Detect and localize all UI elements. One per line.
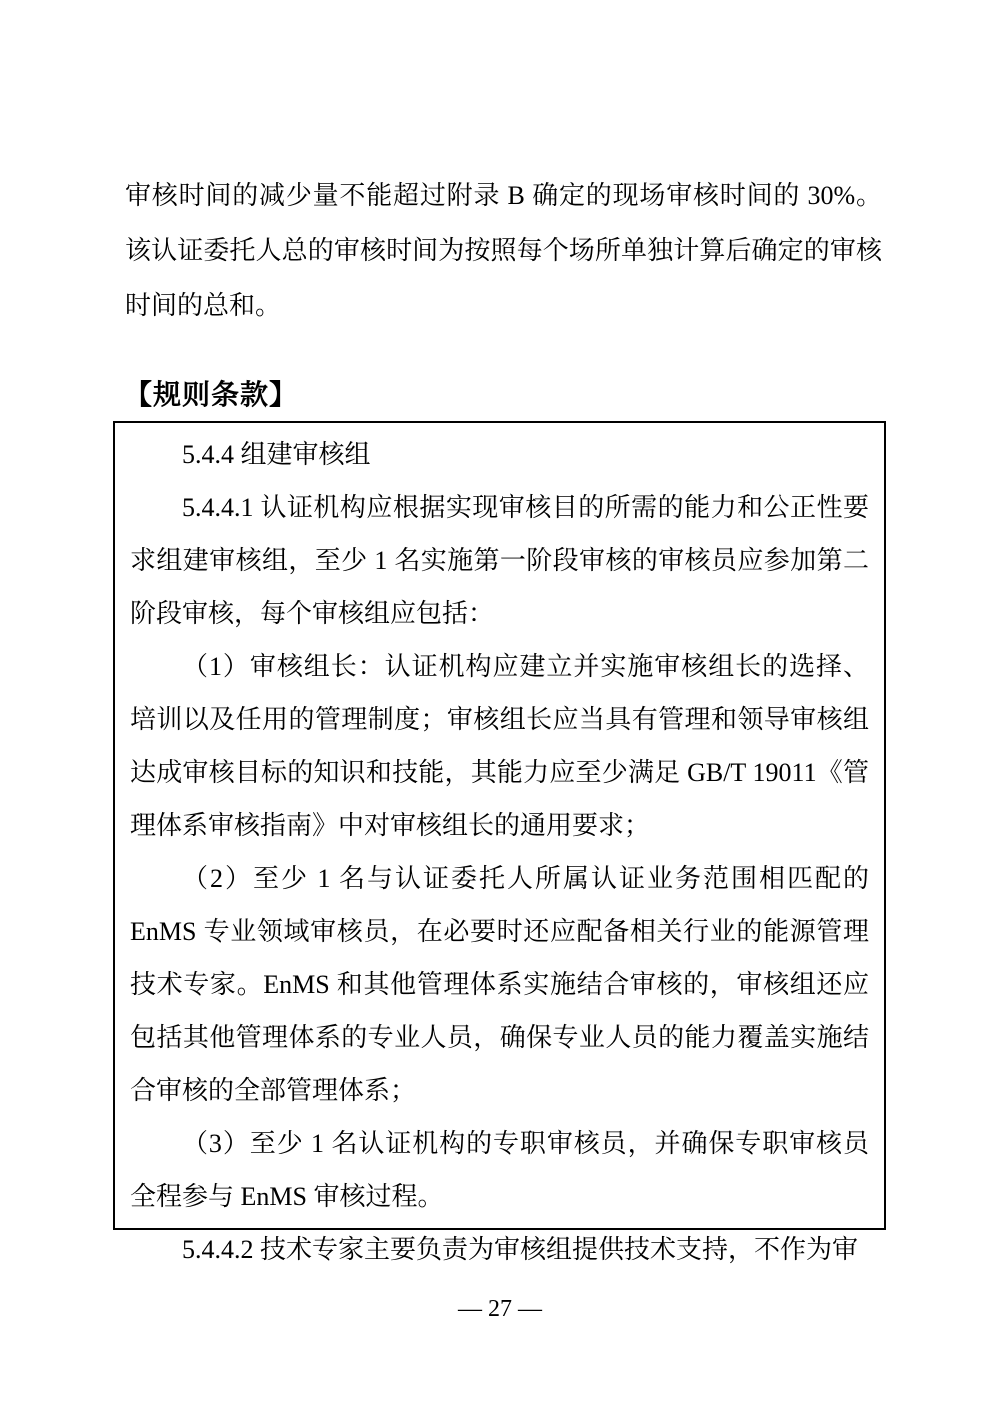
- clause-5-4-4-1: 5.4.4.1 认证机构应根据实现审核目的所需的能力和公正性要求组建审核组，至少 1 名实施第一阶段审核的审核员应参加第二阶段审核，每个审核组应包括：: [130, 493, 869, 628]
- intro-paragraph: 审核时间的减少量不能超过附录 B 确定的现场审核时间的 30%。该认证委托人总的审核时间为按照每个场所单独计算后确定的审核时间的总和。: [125, 181, 882, 320]
- page-number: — 27 —: [458, 1296, 542, 1322]
- rule-clauses-box: [113, 421, 886, 1264]
- clause-item-3: （3）至少 1 名认证机构的专职审核员，并确保专职审核员全程参与 EnMS 审核过程。: [130, 1129, 869, 1211]
- clause-item-1: （1）审核组长：认证机构应建立并实施审核组长的选择、培训以及任用的管理制度；审核组长应当具有管理和领导审核组达成审核目标的知识和技能，其能力应至少满足 GB/T 19011《管理体系审核指南》中对审核组长的通用要求；: [130, 652, 869, 840]
- clause-5-4-4-2: 5.4.4.2 技术专家主要负责为审核组提供技术支持，不作为审: [182, 1235, 859, 1264]
- clause-5-4-4-title: 5.4.4 组建审核组: [182, 440, 371, 469]
- clause-item-2: （2）至少 1 名与认证委托人所属认证业务范围相匹配的 EnMS 专业领域审核员，在必要时还应配备相关行业的能源管理技术专家。EnMS 和其他管理体系实施结合审核的，审核组还应包括其他管理体系的专业人员，确保专业人员的能力覆盖实施结合审核的全部管理体系；: [130, 864, 869, 1105]
- section-header-rule-clauses: 【规则条款】: [124, 379, 299, 410]
